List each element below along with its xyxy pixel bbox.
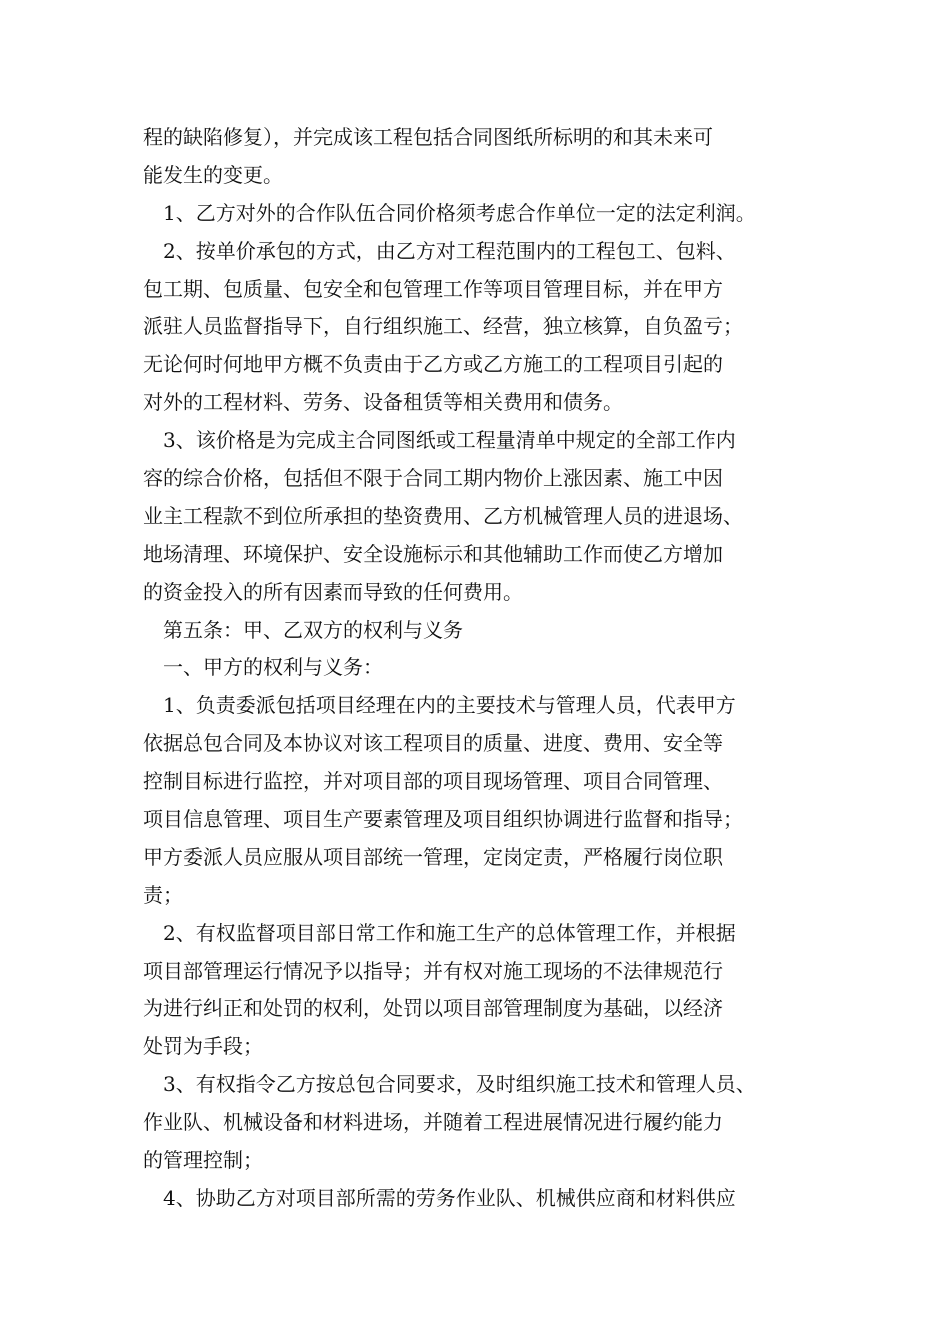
text-line: 地场清理、环境保护、安全设施标示和其他辅助工作而使乙方增加 xyxy=(143,541,723,566)
text-line: 容的综合价格，包括但不限于合同工期内物价上涨因素、施工中因 xyxy=(143,466,723,491)
clause-4-line: 4、协助乙方对项目部所需的劳务作业队、机械供应商和材料供应 xyxy=(163,1185,736,1210)
text-line: 包工期、包质量、包安全和包管理工作等项目管理目标，并在甲方 xyxy=(143,276,723,301)
text-line: 业主工程款不到位所承担的垫资费用、乙方机械管理人员的进退场、 xyxy=(143,503,743,528)
text-line: 无论何时何地甲方概不负责由于乙方或乙方施工的工程项目引起的 xyxy=(143,352,723,377)
text-line: 责； xyxy=(143,882,183,907)
text-line: 派驻人员监督指导下，自行组织施工、经营，独立核算，自负盈亏； xyxy=(143,314,743,339)
clause-2-line: 2、按单价承包的方式，由乙方对工程范围内的工程包工、包料、 xyxy=(163,238,736,263)
clause-3-line: 3、该价格是为完成主合同图纸或工程量清单中规定的全部工作内 xyxy=(163,428,736,453)
clause-2-line: 2、有权监督项目部日常工作和施工生产的总体管理工作，并根据 xyxy=(163,920,736,945)
section-heading: 一、甲方的权利与义务： xyxy=(163,655,383,680)
text-line: 为进行纠正和处罚的权利，处罚以项目部管理制度为基础，以经济 xyxy=(143,996,723,1021)
text-line: 项目信息管理、项目生产要素管理及项目组织协调进行监督和指导； xyxy=(143,807,743,832)
clause-1-line: 1、负责委派包括项目经理在内的主要技术与管理人员，代表甲方 xyxy=(163,693,736,718)
text-line: 项目部管理运行情况予以指导；并有权对施工现场的不法律规范行 xyxy=(143,958,723,983)
text-line: 程的缺陷修复），并完成该工程包括合同图纸所标明的和其未来可 xyxy=(143,125,713,149)
text-line: 的资金投入的所有因素而导致的任何费用。 xyxy=(143,579,523,604)
text-line: 处罚为手段； xyxy=(143,1034,263,1059)
text-line: 的管理控制； xyxy=(143,1148,263,1173)
text-line: 甲方委派人员应服从项目部统一管理，定岗定责，严格履行岗位职 xyxy=(143,844,723,869)
text-line: 作业队、机械设备和材料进场，并随着工程进展情况进行履约能力 xyxy=(143,1110,723,1135)
article-heading: 第五条：甲、乙双方的权利与义务 xyxy=(163,617,463,642)
text-line: 能发生的变更。 xyxy=(143,162,283,187)
text-line: 控制目标进行监控，并对项目部的项目现场管理、项目合同管理、 xyxy=(143,769,723,794)
clause-3-line: 3、有权指令乙方按总包合同要求，及时组织施工技术和管理人员、 xyxy=(163,1072,756,1097)
text-line: 依据总包合同及本协议对该工程项目的质量、进度、费用、安全等 xyxy=(143,731,723,756)
text-line: 对外的工程材料、劳务、设备租赁等相关费用和债务。 xyxy=(143,390,623,415)
clause-1-line: 1、乙方对外的合作队伍合同价格须考虑合作单位一定的法定利润。 xyxy=(163,200,756,225)
document-body xyxy=(143,119,823,1218)
